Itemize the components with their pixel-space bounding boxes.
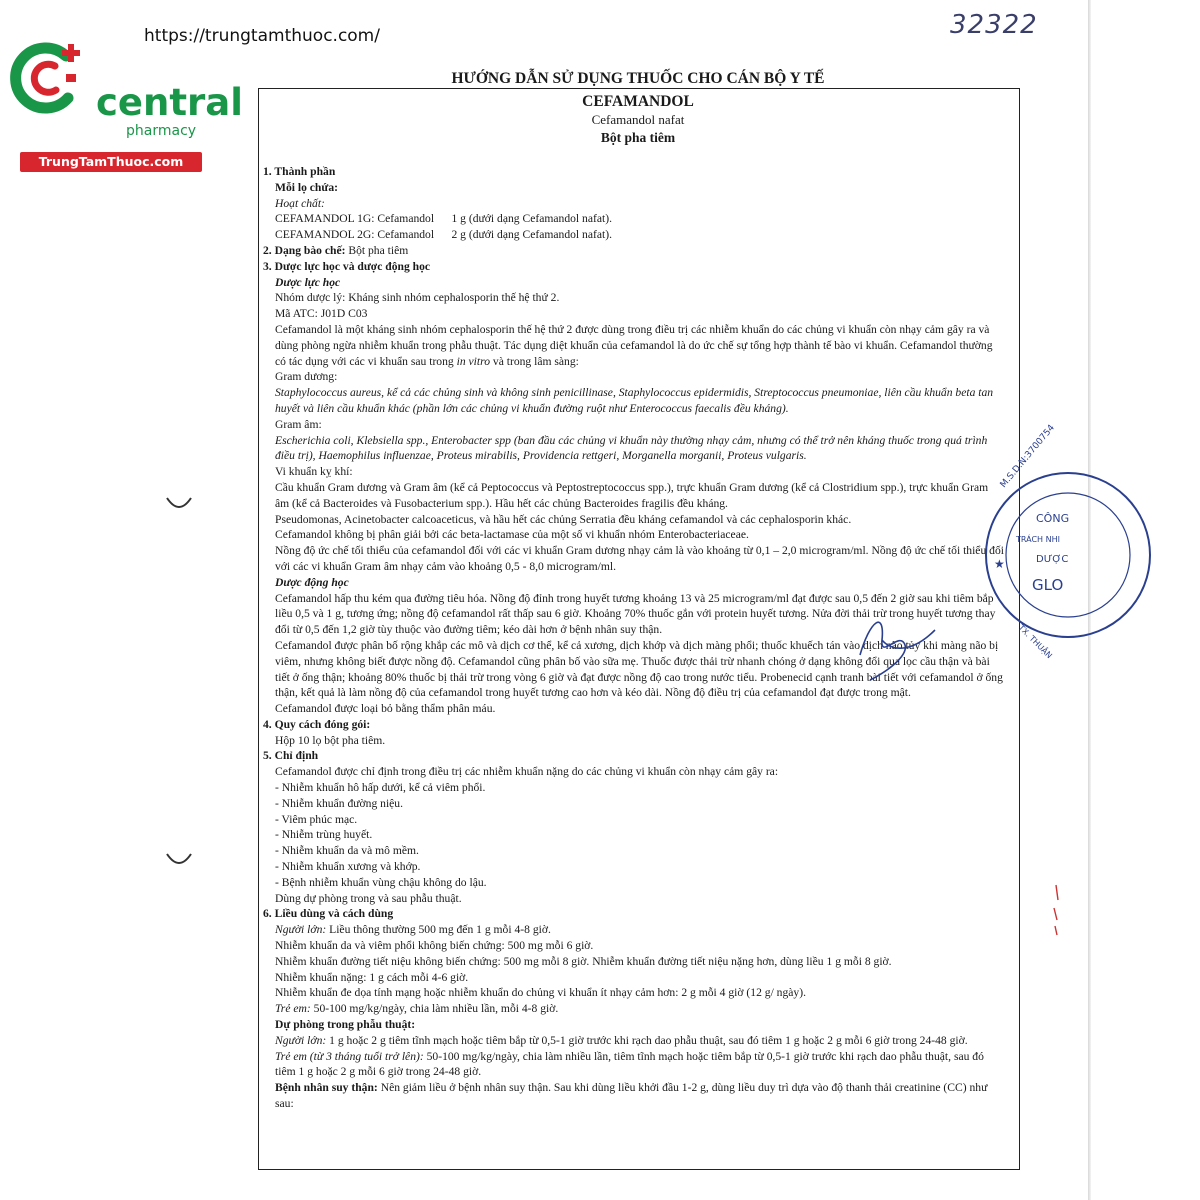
resistant-text: Pseudomonas, Acinetobacter calcoaceticus, và hầu hết các chủng Serratia đều kháng cefamandol và các cephalosporin khác. (275, 512, 852, 526)
section-2-heading: 2. Dạng bào chế: (263, 243, 346, 257)
dose-adult-text: Liều thông thường 500 mg đến 1 g mỗi 4-8 giờ. (326, 923, 551, 937)
dose-child-label: Trẻ em: (275, 1002, 311, 1016)
gram-positive-text: Staphylococcus aureus, kể cả các chủng sinh và không sinh penicillinase, Staphylococcus epidermidis, Streptococcus pneumoniae, liên cầu khuẩn beta tan huyết và liên cầu khuẩn khác (phần lớn các chủng vi khuẩn đường ruột như Enterococcus faecalis đều kháng). (275, 386, 994, 415)
logo-banner: TrungTamThuoc.com (20, 152, 202, 172)
renal-impairment (263, 1080, 1005, 1112)
stamp-bottom: TX. THUẬN (1016, 623, 1054, 661)
source-url[interactable]: https://trungtamthuoc.com/ (144, 26, 380, 46)
pharmacodynamics-heading: Dược lực học (275, 275, 341, 289)
dose-child (263, 1001, 1005, 1017)
central-c-icon (8, 36, 92, 120)
beta-lactamase-text: Cefamandol không bị phân giải bởi các beta-lactamase của một số vi khuẩn nhóm Enterobacteriaceae. (275, 528, 749, 542)
binder-hole-icon (164, 494, 194, 514)
handwritten-number: 32322 (950, 10, 1038, 40)
proph-child-label: Trẻ em (từ 3 tháng tuổi trở lên): (275, 1049, 424, 1063)
packaging-text: Hộp 10 lọ bột pha tiêm. (275, 733, 386, 747)
atc-code: Mã ATC: J01D C03 (275, 307, 368, 321)
stamp-line: GLO (1032, 576, 1064, 594)
anaerobe-text: Cầu khuẩn Gram dương và Gram âm (kể cả Peptococcus và Peptostreptococcus spp.), trực khuẩn Gram dương (kể cả Clostridium spp.), trực khuẩn Gram âm (kể cả Bacteroides và Fusobacterium spp.). Hầu hết các chủng Bacteroides fragilis đều kháng. (275, 480, 989, 510)
active-ingredient-label: Hoạt chất: (275, 196, 325, 210)
gram-negative-text: Escherichia coli, Klebsiella spp., Enterobacter spp (ban đầu các chủng vi khuẩn này thường nhạy cảm, nhưng có thể trở nên kháng thuốc trong quá trình điều trị), Haemophilus influenzae, Proteus mirabilis, Providencia rettgeri, Morganella morganii, Proteus vulgaris. (275, 433, 988, 463)
indication-item: - Nhiễm khuẩn hô hấp dưới, kể cả viêm phổi. (275, 781, 486, 795)
renal-text: Nên giảm liều ở bệnh nhân suy thận. Sau khi dùng liều khởi đầu 1-2 g, dùng liều duy trì dựa vào độ thanh thải creatinine (CC) như sau: (275, 1081, 988, 1111)
indication-item: - Nhiễm khuẩn đường niệu. (275, 796, 404, 810)
stamp-line: CÔNG (1036, 512, 1070, 525)
composition-2g: CEFAMANDOL 2G: Cefamandol 2 g (dưới dạng Cefamandol nafat). (275, 228, 612, 242)
section-6-heading: 6. Liều dùng và cách dùng (263, 907, 394, 921)
prophylaxis-text: Dùng dự phòng trong và sau phẫu thuật. (275, 891, 462, 905)
stamp-star-icon: ★ (994, 557, 1005, 571)
indication-item: - Nhiễm khuẩn da và mô mềm. (275, 844, 419, 858)
proph-adult-text: 1 g hoặc 2 g tiêm tĩnh mạch hoặc tiêm bắp từ 0,5-1 giờ trước khi rạch dao phẫu thuật, sau đó tiêm 1 g hoặc 2 g mỗi 6 giờ trong 24-48 giờ. (326, 1033, 968, 1047)
renal-label: Bệnh nhân suy thận: (275, 1081, 378, 1095)
pd-intro-in-vitro: in vitro (456, 354, 490, 368)
red-margin-mark (1048, 880, 1068, 940)
page-edge (1088, 0, 1091, 1200)
dose-line: Nhiễm khuẩn da và viêm phổi không biến chứng: 500 mg mỗi 6 giờ. (275, 939, 594, 953)
pd-intro-b: và trong lâm sàng: (490, 354, 579, 368)
indication-item: - Bệnh nhiễm khuẩn vùng chậu không do lậu. (275, 875, 487, 889)
dosage-form: Bột pha tiêm (600, 130, 676, 145)
drug-name: CEFAMANDOL (582, 93, 694, 110)
gram-negative-label: Gram âm: (275, 417, 322, 431)
proph-child (263, 1049, 1005, 1081)
stamp-code: M.S.D.N:3700754 (998, 423, 1057, 490)
dose-line: Nhiễm khuẩn đe dọa tính mạng hoặc nhiễm khuẩn do chủng vi khuẩn ít nhạy cảm hơn: 2 g mỗi 4 giờ (12 g/ ngày). (275, 986, 806, 1000)
section-2-value: Bột pha tiêm (345, 243, 409, 257)
dose-line: Nhiễm khuẩn đường tiết niệu không biến chứng: 500 mg mỗi 8 giờ. Nhiễm khuẩn đường tiết niệu nặng hơn, dùng liều 1 g mỗi 8 giờ. (275, 954, 892, 968)
drug-substance: Cefamandol nafat (591, 112, 685, 127)
each-vial-label: Mỗi lọ chứa: (275, 180, 338, 194)
section-1-heading: 1. Thành phần (263, 165, 336, 178)
central-pharmacy-logo[interactable] (8, 36, 243, 169)
signature (830, 600, 950, 690)
section-2 (263, 243, 1005, 259)
dose-child-text: 50-100 mg/kg/ngày, chia làm nhiều lần, mỗi 4-8 giờ. (310, 1002, 559, 1016)
logo-word: central (96, 81, 243, 124)
indication-item: - Viêm phúc mạc. (275, 812, 358, 826)
mic-text: Nồng độ ức chế tối thiểu của cefamandol đối với các vi khuẩn Gram dương nhạy cảm là vào khoảng từ 0,1 – 2,0 microgram/ml. Nồng độ ức chế tối thiểu đối với các vi khuẩn Gram âm nhạy cảm vào khoảng 0,5 - 8,0 microgram/ml. (275, 544, 1004, 573)
dose-line: Nhiễm khuẩn nặng: 1 g cách mỗi 4-6 giờ. (275, 970, 469, 984)
pd-intro (263, 322, 1005, 369)
composition-1g: CEFAMANDOL 1G: Cefamandol 1 g (dưới dạng Cefamandol nafat). (275, 212, 612, 226)
section-3-heading: 3. Dược lực học và dược động học (263, 259, 431, 273)
stamp-line: DƯỢC (1036, 554, 1069, 565)
dose-adult (263, 922, 1005, 938)
company-stamp (980, 423, 1070, 661)
pk-paragraph-1: Cefamandol hấp thu kém qua đường tiêu hóa. Nồng độ đỉnh trong huyết tương khoảng 13 và 25 microgram/ml đạt được sau 0,5 đến 2 giờ sau khi tiêm bắp liều 0,5 và 1 g, tương ứng; nồng độ cefamandol rất thấp sau 6 giờ. Khoảng 70% thuốc gắn với protein huyết tương. Nửa đời thải trừ trong huyết tương thay đổi từ 0,5 đến 1,2 giờ tùy thuộc vào đường tiêm; kéo dài hơn ở bệnh nhân suy thận. (275, 591, 996, 637)
pharmacokinetics-heading: Dược động học (275, 575, 349, 589)
pharmacologic-group: Nhóm dược lý: Kháng sinh nhóm cephalosporin thế hệ thứ 2. (275, 291, 560, 305)
pd-intro-a: Cefamandol là một kháng sinh nhóm cephalosporin thế hệ thứ 2 được dùng trong điều trị các nhiễm khuẩn do các chủng vi khuẩn còn nhạy cảm gây ra và dùng phòng ngừa nhiễm khuẩn trong phẫu thuật. Tác dụng diệt khuẩn của cefamandol là do ức chế sự tổng hợp thành tế bào vi khuẩn. Cefamandol thường có tác dụng với các vi khuẩn sau trong (275, 322, 993, 368)
section-4-heading: 4. Quy cách đóng gói: (263, 717, 371, 731)
stamp-line: TRÁCH NHI (1016, 535, 1060, 544)
anaerobe-label: Vi khuẩn kỵ khí: (275, 465, 353, 479)
proph-adult-label: Người lớn: (275, 1033, 327, 1047)
document-title: HƯỚNG DẪN SỬ DỤNG THUỐC CHO CÁN BỘ Y TẾ (451, 70, 825, 87)
surgical-prophylaxis-heading: Dự phòng trong phẫu thuật: (275, 1018, 416, 1032)
binder-hole-icon (164, 850, 194, 870)
gram-positive-label: Gram dương: (275, 370, 338, 384)
proph-adult (263, 1033, 1005, 1049)
indication-item: - Nhiễm khuẩn xương và khớp. (275, 860, 421, 874)
section-5-heading: 5. Chỉ định (263, 749, 319, 763)
pk-paragraph-3: Cefamandol được loại bỏ bằng thẩm phân máu. (275, 702, 496, 716)
dose-adult-label: Người lớn: (275, 923, 327, 937)
indication-intro: Cefamandol được chỉ định trong điều trị các nhiễm khuẩn nặng do các chủng vi khuẩn còn nhạy cảm gây ra: (275, 765, 779, 779)
pk-paragraph-2: Cefamandol được phân bố rộng khắp các mô và dịch cơ thể, kể cả xương, dịch khớp và dịch màng phổi; thuốc khuếch tán vào dịch não tủy khi màng não bị viêm, nhưng không biết được nồng độ. Cefamandol cũng phân bố vào sữa mẹ. Thuốc được thải trừ nhanh chóng ở dạng không đổi qua lọc cầu thận và bài tiết ở ống thận; khoảng 80% thuốc bị thải trừ trong vòng 6 giờ và đạt được nồng độ cao trong nước tiểu. Probenecid cạnh tranh bài tiết với cefamandol ở ống thận, kết quả là làm nồng độ của cefamandol trong huyết tương cao hơn và kéo dài. Nồng độ điều trị của cefamandol đạt được trong mật. (275, 638, 1003, 700)
proph-child-text: 50-100 mg/kg/ngày, chia làm nhiều lần, tiêm tĩnh mạch hoặc tiêm bắp từ 0,5-1 giờ trước khi rạch dao phẫu thuật, sau đó tiêm 1 g hoặc 2 g mỗi 6 giờ trong 24-48 giờ. (275, 1049, 984, 1079)
logo-subtitle: pharmacy (126, 123, 197, 139)
indication-item: - Nhiễm trùng huyết. (275, 828, 373, 842)
